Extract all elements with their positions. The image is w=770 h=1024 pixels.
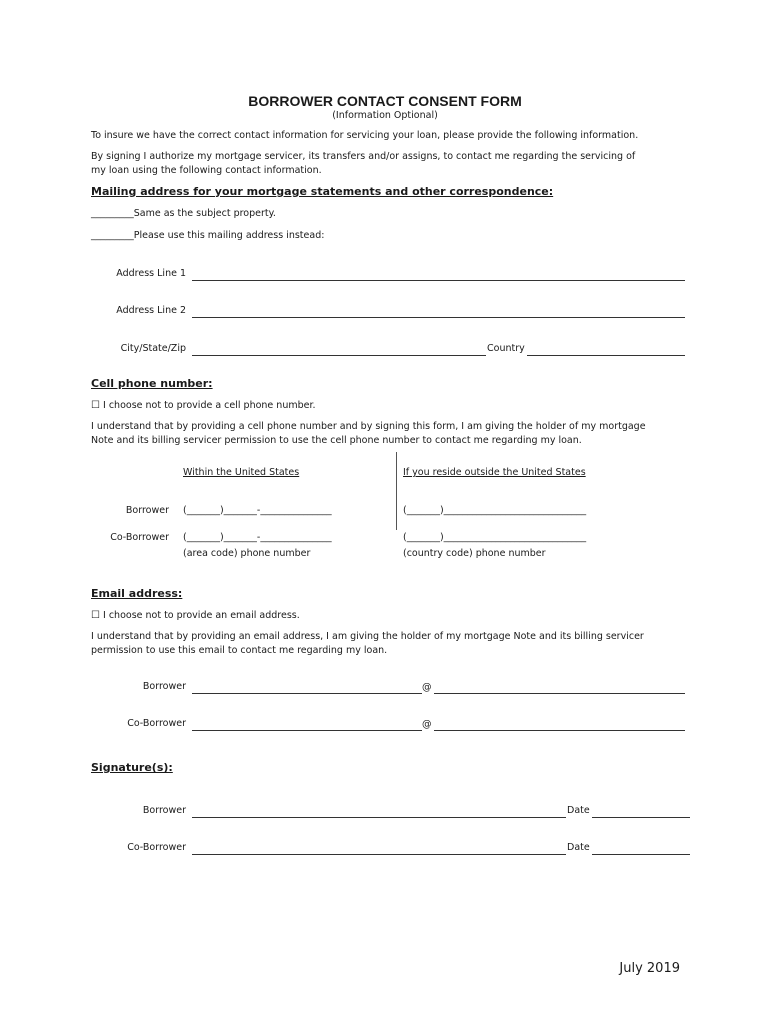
coborrower-email-at-sign: @ [422,719,432,730]
email-notice-line-1: I understand that by providing an email address, I am giving the holder of my mortgage Note and its billing servicer [91,631,644,642]
borrower-phone-label: Borrower [125,505,169,516]
form-subtitle: (Information Optional) [332,110,438,121]
form-revision-date: July 2019 [619,961,680,976]
borrower-email-user-field[interactable] [192,693,422,694]
email-notice-line-2: permission to use this email to contact me regarding my loan. [91,645,388,656]
cell-opt-out-row [91,400,316,411]
mailing-address-heading: Mailing address for your mortgage statements and other correspondence: [91,185,554,198]
address-line-2-label: Address Line 2 [116,305,186,316]
borrower-email-at-sign: @ [422,682,432,693]
cell-notice-line-2: Note and its billing servicer permission to use the cell phone number to contact me regarding my loan. [91,435,582,446]
address-line-1-field[interactable] [192,280,685,281]
coborrower-date-label: Date [567,842,590,853]
email-heading: Email address: [91,587,183,600]
borrower-intl-phone-field[interactable]: (_______)______________________________ [403,505,587,516]
country-label: Country [487,343,525,354]
cell-notice-line-1: I understand that by providing a cell phone number and by signing this form, I am giving the holder of my mortgage [91,421,646,432]
city-state-zip-label: City/State/Zip [120,343,186,354]
cell-opt-out-label: I choose not to provide a cell phone number. [103,400,316,411]
intl-phone-hint: (country code) phone number [403,548,546,559]
borrower-email-label: Borrower [142,681,186,692]
coborrower-phone-label: Co-Borrower [110,532,169,543]
borrower-signature-label: Borrower [142,805,186,816]
use-mailing-address-label: Please use this mailing address instead: [133,230,325,241]
same-as-property-blank[interactable]: _________ [91,208,134,219]
email-opt-out-checkbox[interactable]: ☐ [91,610,100,621]
borrower-date-label: Date [567,805,590,816]
same-as-property-label: Same as the subject property. [133,208,276,219]
coborrower-signature-field[interactable] [192,854,566,855]
coborrower-email-user-field[interactable] [192,730,422,731]
email-opt-out-label: I choose not to provide an email address. [103,610,300,621]
borrower-us-phone-field[interactable]: (_______)_______-_______________ [183,505,332,516]
intro-paragraph-1: To insure we have the correct contact information for servicing your loan, please provide the following information. [91,130,639,141]
signature-heading: Signature(s): [91,761,173,774]
address-line-2-field[interactable] [192,317,685,318]
same-as-property-option[interactable] [91,208,276,219]
phone-column-divider [396,452,397,530]
borrower-email-domain-field[interactable] [434,693,685,694]
coborrower-us-phone-field[interactable]: (_______)_______-_______________ [183,532,332,543]
city-state-zip-field[interactable] [192,355,486,356]
coborrower-signature-label: Co-Borrower [127,842,186,853]
use-mailing-address-blank[interactable]: _________ [91,230,134,241]
outside-us-column-heading: If you reside outside the United States [403,467,586,478]
coborrower-email-label: Co-Borrower [127,718,186,729]
cell-phone-heading: Cell phone number: [91,377,213,390]
coborrower-intl-phone-field[interactable]: (_______)______________________________ [403,532,587,543]
use-mailing-address-option[interactable] [91,230,324,241]
coborrower-date-field[interactable] [592,854,690,855]
address-line-1-label: Address Line 1 [116,268,186,279]
intro-paragraph-2-line-1: By signing I authorize my mortgage servicer, its transfers and/or assigns, to contact me regarding the servicing of [91,151,636,162]
us-phone-hint: (area code) phone number [183,548,311,559]
country-field[interactable] [527,355,685,356]
cell-opt-out-checkbox[interactable]: ☐ [91,400,100,411]
borrower-signature-field[interactable] [192,817,566,818]
form-title: BORROWER CONTACT CONSENT FORM [248,93,522,109]
borrower-date-field[interactable] [592,817,690,818]
intro-paragraph-2-line-2: my loan using the following contact information. [91,165,322,176]
coborrower-email-domain-field[interactable] [434,730,685,731]
within-us-column-heading: Within the United States [183,467,300,478]
email-opt-out-row [91,610,300,621]
